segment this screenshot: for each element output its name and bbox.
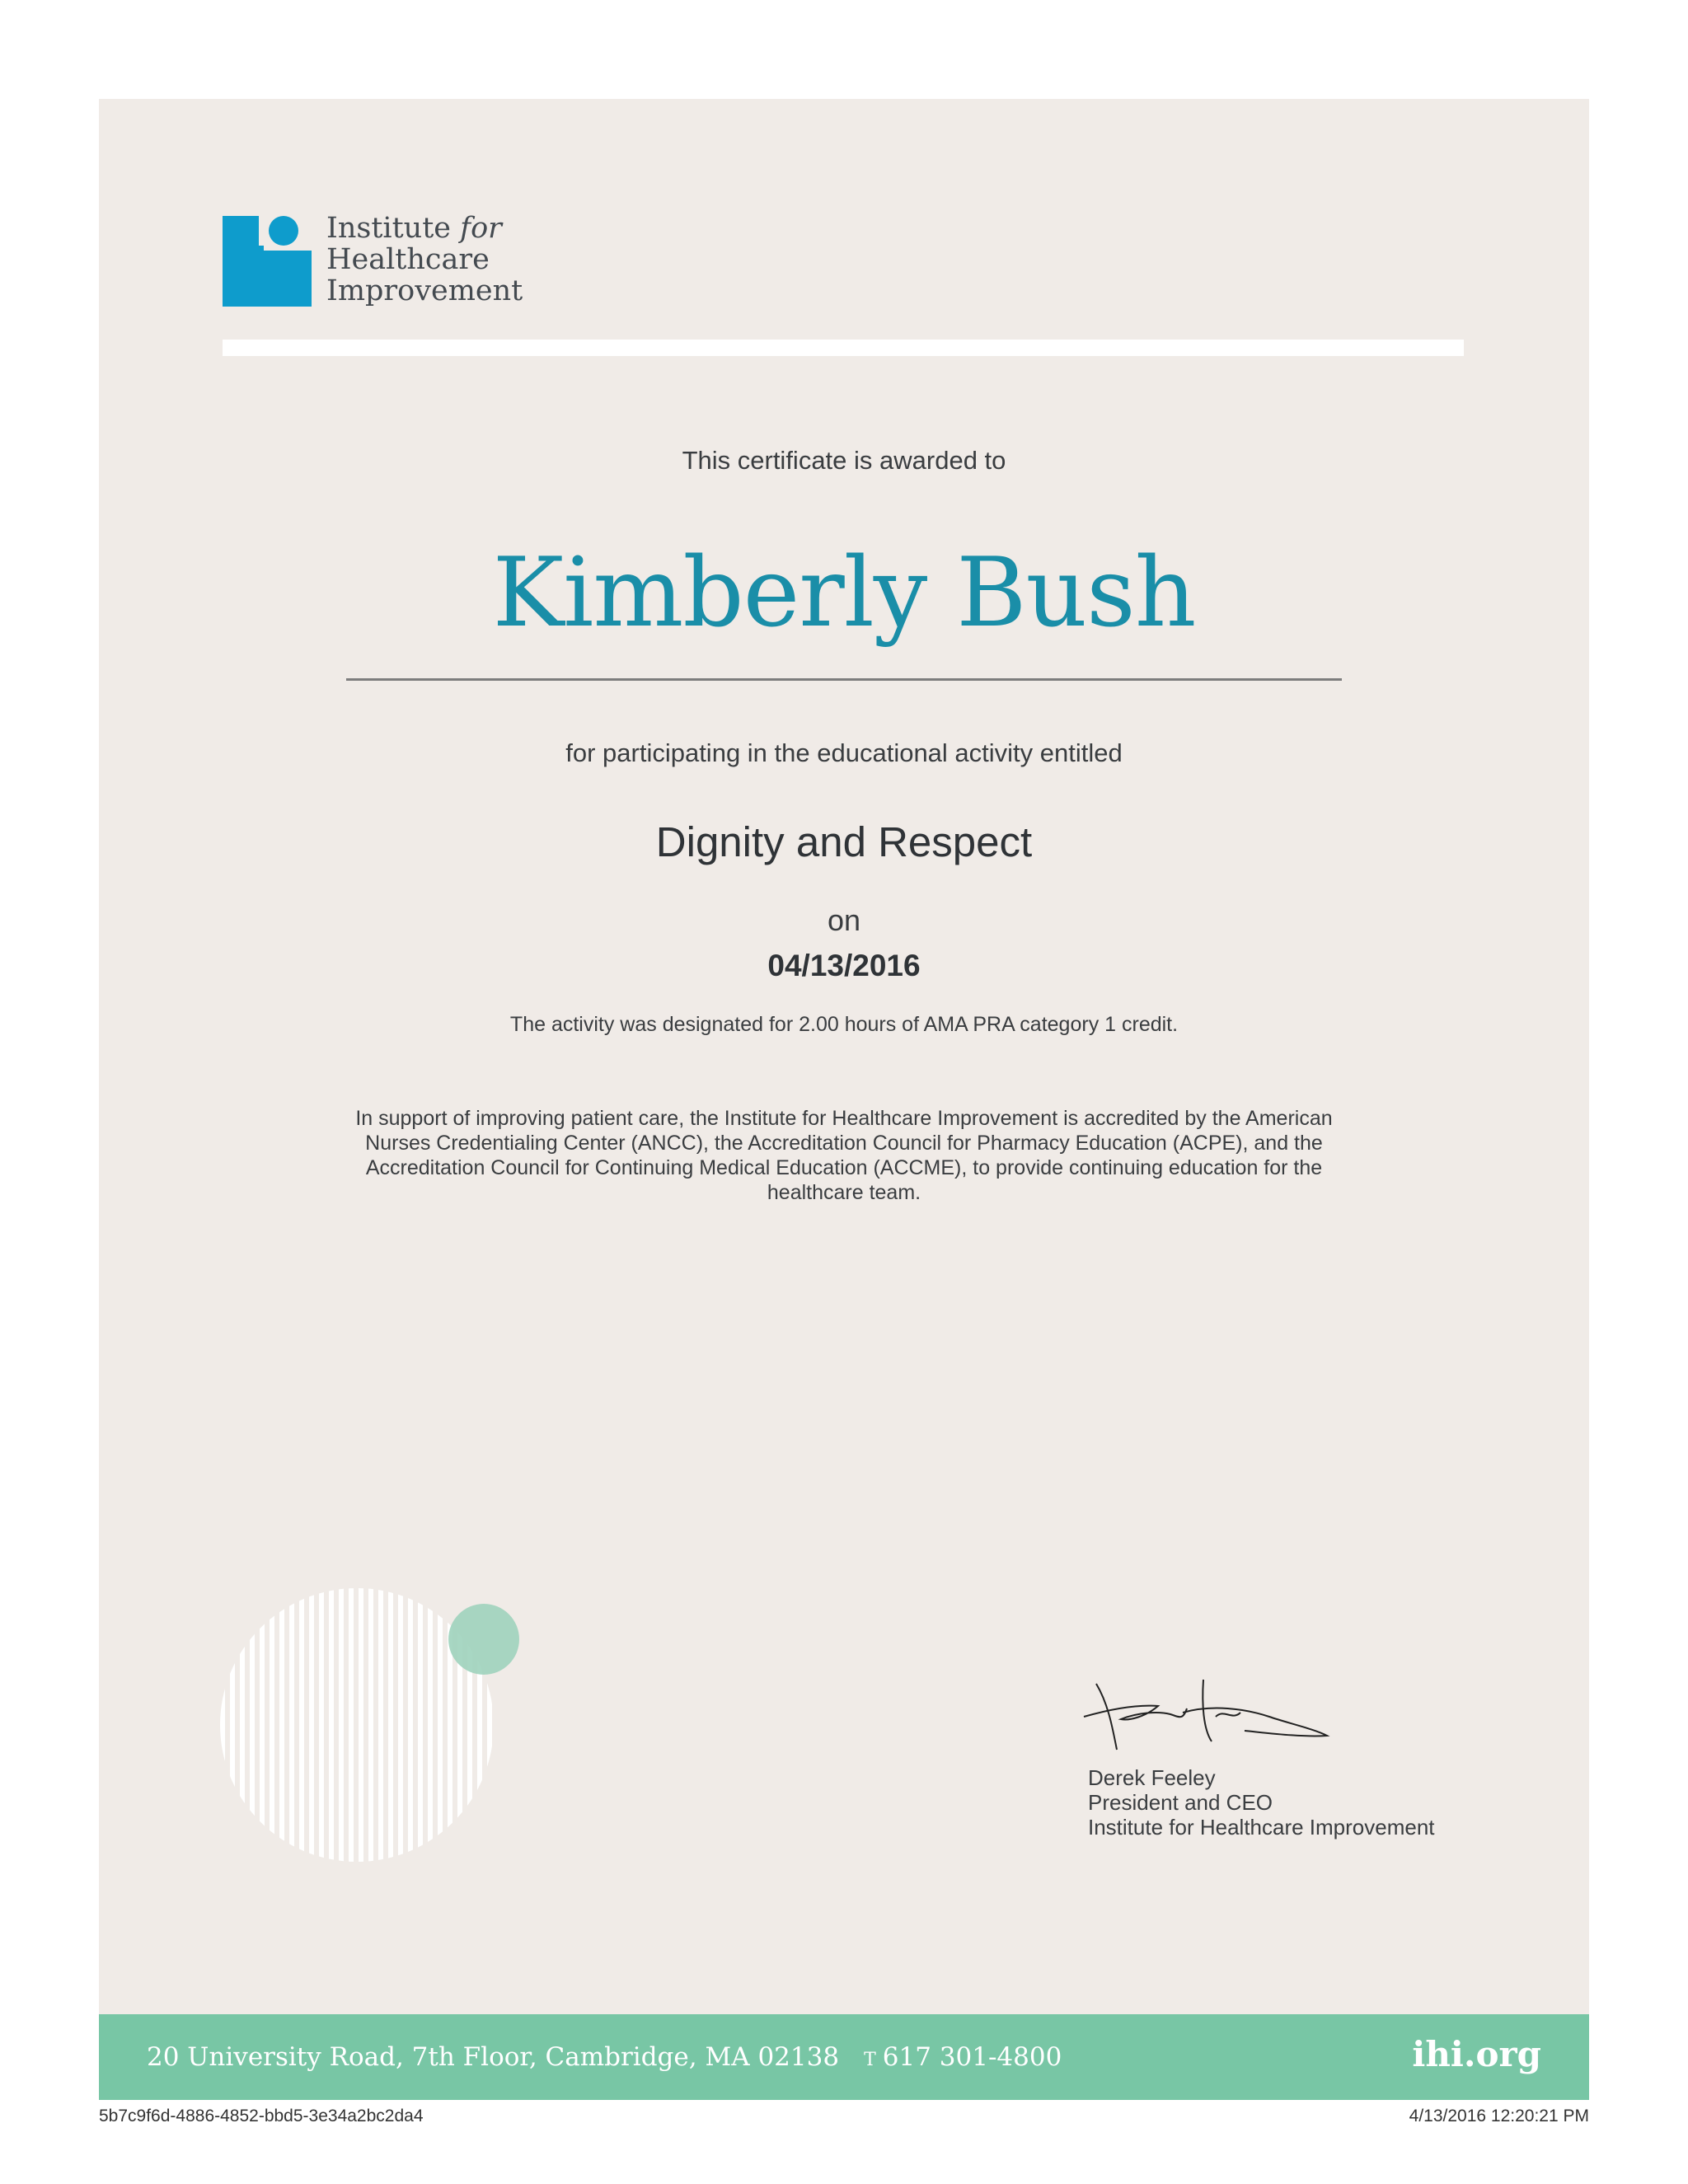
stripe [319,1586,324,1867]
stripe [418,1586,423,1867]
i-logo-icon [223,216,312,307]
stripe [299,1586,304,1867]
stripe [359,1586,363,1867]
signatory-title: President and CEO [1088,1790,1273,1815]
signatory-block [1088,1765,1435,1840]
stripe [309,1586,314,1867]
stripe [388,1586,393,1867]
stripe [378,1586,383,1867]
stripe [329,1586,334,1867]
awarded-text: This certificate is awarded to [682,446,1006,475]
logo-wordmark [326,213,523,307]
stripe [428,1586,433,1867]
stripe [250,1586,255,1867]
stripe [270,1586,274,1867]
footer-address: 20 University Road, 7th Floor, Cambridge, MA 02138 [147,2042,840,2072]
activity-title: Dignity and Respect [655,818,1033,865]
signatory-name: Derek Feeley [1088,1765,1216,1790]
logo-line2: Healthcare [326,243,490,276]
decorative-circles-graphic [218,1586,532,1875]
stripe [368,1586,373,1867]
header-divider [223,340,1464,356]
signature-image [1080,1671,1335,1762]
stripe [230,1586,235,1867]
footer-phone: 617 301-4800 [882,2042,1062,2072]
on-text: on [827,903,861,937]
stripe [240,1586,245,1867]
certificate-id: 5b7c9f6d-4886-4852-bbd5-3e34a2bc2da4 [99,2107,424,2125]
completion-date: 04/13/2016 [767,949,921,982]
credit-statement: The activity was designated for 2.00 hours of AMA PRA category 1 credit. [509,1013,1179,1036]
accreditation-statement: In support of improving patient care, the Institute for Healthcare Improvement is accredited by the American Nurses Credentialing Center (ANCC), the Accreditation Council for Pharmacy Education (ACPE), and the Accreditation Council for Continuing Medical Education (ACCME), to provide continuing education for the healthcare team. [355,1107,1333,1204]
name-underline [346,678,1342,681]
signatory-organization: Institute for Healthcare Improvement [1088,1815,1435,1840]
recipient-name: Kimberly Bush [492,537,1196,649]
stripe [260,1586,265,1867]
stripe [289,1586,294,1867]
stripe [220,1586,225,1867]
issue-timestamp: 4/13/2016 12:20:21 PM [1409,2107,1589,2125]
stripe [408,1586,413,1867]
phone-label: T [864,2050,876,2070]
footer-website: ihi.org [1412,2034,1541,2074]
stripe [279,1586,284,1867]
stripe [438,1586,443,1867]
footer-address-line [147,2042,1062,2072]
stripe [339,1586,344,1867]
logo-line3: Improvement [326,274,523,307]
footer-bar [99,2014,1589,2100]
logo-line1: Institute [326,212,451,245]
stripe [398,1586,403,1867]
stripe [349,1586,354,1867]
ihi-logo [223,212,523,315]
participating-text: for participating in the educational activity entitled [565,738,1123,767]
logo-for: for [460,212,502,245]
